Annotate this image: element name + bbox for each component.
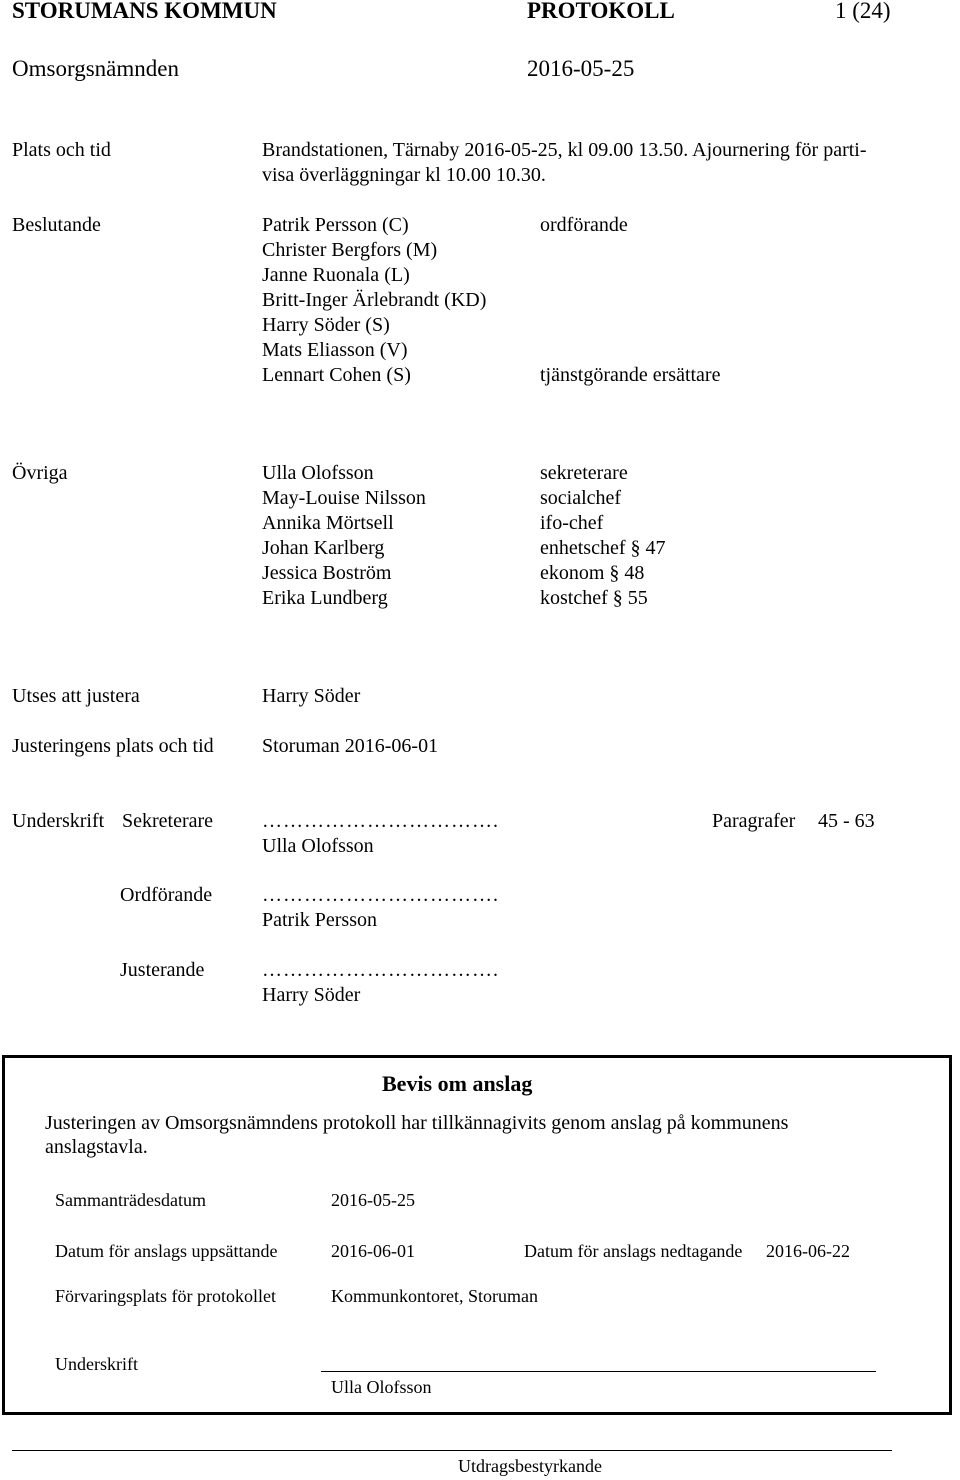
storage-value: Kommunkontoret, Storuman [331, 1286, 538, 1306]
signature-role: Justerande [120, 959, 205, 981]
adjustment-place-label: Justeringens plats och tid [12, 735, 214, 757]
place-time-line-1: Brandstationen, Tärnaby 2016-05-25, kl 09.00 13.50. Ajournering för parti- [262, 139, 867, 161]
decision-maker-name: Patrik Persson (C) [262, 214, 409, 236]
notice-title: Bevis om anslag [382, 1071, 533, 1096]
decision-maker-name: Britt-Inger Ärlebrandt (KD) [262, 289, 487, 311]
decision-maker-name: Mats Eliasson (V) [262, 339, 408, 361]
other-attendee-name: May-Louise Nilsson [262, 487, 426, 509]
other-attendee-role: ekonom § 48 [540, 562, 645, 584]
notice-signature-label: Underskrift [55, 1354, 138, 1374]
adjuster-label: Utses att justera [12, 685, 140, 707]
other-attendee-role: ifo-chef [540, 512, 604, 534]
paragraphs-value: 45 - 63 [818, 810, 875, 832]
other-attendee-name: Jessica Boström [262, 562, 392, 584]
other-attendee-name: Johan Karlberg [262, 537, 385, 559]
board-name: Omsorgsnämnden [12, 56, 179, 81]
notice-signature-line [321, 1371, 876, 1372]
decision-maker-name: Janne Ruonala (L) [262, 264, 410, 286]
decision-maker-name: Harry Söder (S) [262, 314, 390, 336]
adjuster-name: Harry Söder [262, 685, 361, 707]
notice-text-line-2: anslagstavla. [45, 1136, 148, 1158]
meeting-date-value: 2016-05-25 [331, 1190, 415, 1210]
decision-maker-name: Lennart Cohen (S) [262, 364, 411, 386]
signer-name: Ulla Olofsson [262, 835, 374, 857]
other-attendee-name: Annika Mörtsell [262, 512, 394, 534]
others-label: Övriga [12, 462, 68, 484]
notice-box [2, 1055, 952, 1415]
other-attendee-role: socialchef [540, 487, 622, 509]
other-attendee-name: Erika Lundberg [262, 587, 388, 609]
page-number: 1 (24) [835, 0, 891, 23]
adjustment-place-value: Storuman 2016-06-01 [262, 735, 439, 757]
organization-name: STORUMANS KOMMUN [12, 0, 277, 23]
other-attendee-role: enhetschef § 47 [540, 537, 666, 559]
signer-name: Patrik Persson [262, 909, 377, 931]
notice-text-line-1: Justeringen av Omsorgsnämndens protokoll har tillkännagivits genom anslag på kommunens [45, 1112, 789, 1134]
signature-dotted-line: ……………………………. [262, 959, 499, 981]
decision-makers-label: Beslutande [12, 214, 101, 236]
meeting-date-label: Sammanträdesdatum [55, 1190, 206, 1210]
paragraphs-label: Paragrafer [712, 810, 796, 832]
place-time-line-2: visa överläggningar kl 10.00 10.30. [262, 164, 546, 186]
footer-rule [12, 1450, 892, 1451]
posted-date-value: 2016-06-01 [331, 1241, 415, 1261]
decision-maker-role: ordförande [540, 214, 628, 236]
signature-role: Sekreterare [122, 810, 214, 832]
removed-date-label: Datum för anslags nedtagande [524, 1241, 743, 1261]
decision-maker-name: Christer Bergfors (M) [262, 239, 438, 261]
decision-maker-role: tjänstgörande ersättare [540, 364, 721, 386]
signature-dotted-line: ……………………………. [262, 810, 499, 832]
place-time-label: Plats och tid [12, 139, 111, 161]
notice-signer-name: Ulla Olofsson [331, 1377, 432, 1397]
meeting-date: 2016-05-25 [527, 56, 635, 81]
posted-date-label: Datum för anslags uppsättande [55, 1241, 278, 1261]
signature-label: Underskrift [12, 810, 105, 832]
document-type: PROTOKOLL [527, 0, 675, 23]
signer-name: Harry Söder [262, 984, 361, 1006]
certification-label: Utdragsbestyrkande [458, 1456, 602, 1476]
other-attendee-role: sekreterare [540, 462, 628, 484]
removed-date-value: 2016-06-22 [766, 1241, 850, 1261]
storage-label: Förvaringsplats för protokollet [55, 1286, 276, 1306]
other-attendee-role: kostchef § 55 [540, 587, 648, 609]
signature-dotted-line: ……………………………. [262, 884, 499, 906]
other-attendee-name: Ulla Olofsson [262, 462, 374, 484]
signature-role: Ordförande [120, 884, 213, 906]
